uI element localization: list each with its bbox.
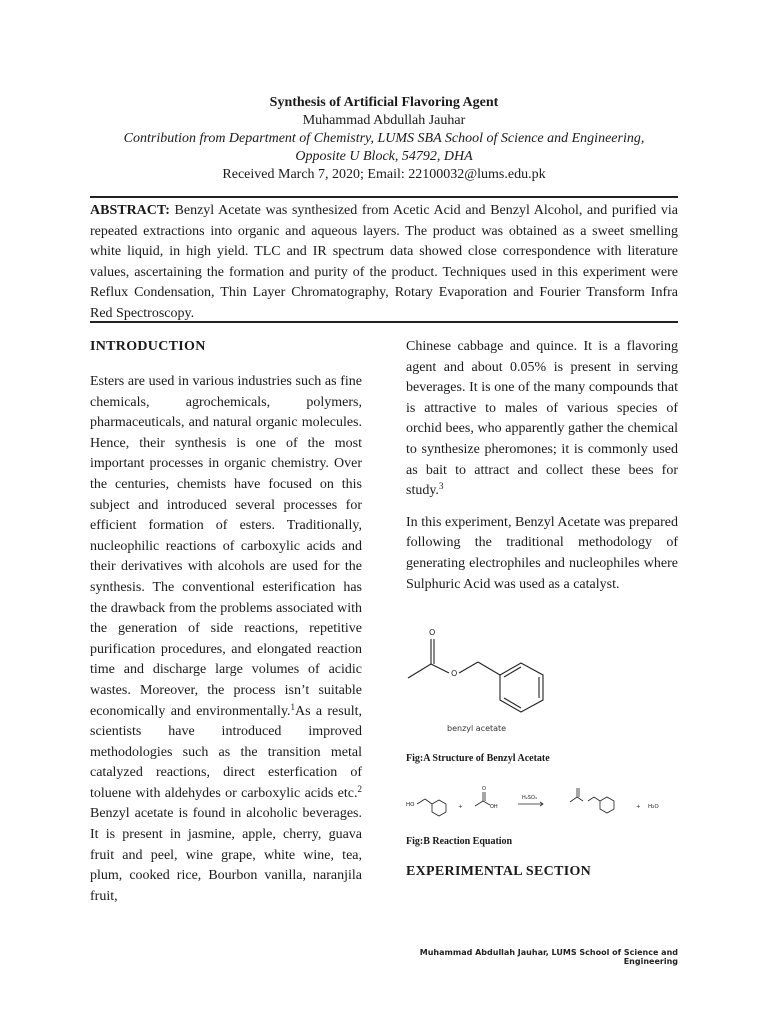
right-column xyxy=(406,337,678,595)
ester-oxygen-label: O xyxy=(451,669,458,678)
author-name: Muhammad Abdullah Jauhar xyxy=(302,113,466,128)
rxn-water-label: H₂O xyxy=(648,804,659,810)
intro-text-b: As a result, scientists have introduced improved methodologies such as the transition metal catalyzed reactions, direct esterfication of toluene with aldehydes or carboxylic acids etc. xyxy=(90,703,362,801)
rxn-reagent-label: H₂SO₄ xyxy=(522,795,537,801)
rxn-acid-oxygen-label: O xyxy=(482,786,486,792)
abstract-text: Benzyl Acetate was synthesized from Acetic Acid and Benzyl Alcohol, and purified via repeated extractions into organic and aqueous layers. The product was obtained as a sweet smelling white liquid, in high yield. TLC and IR spectrum data showed close correspondence with literature values, ascertaining the formation and purity of the product. Techniques used in this experiment were Reflux Condensation, Thin Layer Chromatography, Rotary Evaporation and Fourier Transform Infra Red Spectroscopy. xyxy=(90,203,678,321)
affiliation-line-1: Contribution from Department of Chemistry, LUMS SBA School of Science and Engineering, xyxy=(123,131,645,146)
rxn-plus-2: + xyxy=(636,804,641,810)
intro-text-d: Chinese cabbage and quince. It is a flavoring agent and about 0.05% is present in serving beverages. It is one of the many compounds that is attractive to males of various species of orchid bees, who apparently gather the chemical to synthesize pheromones; it is commonly used as bait to attract and collect these bees for study. xyxy=(406,339,678,499)
reference-2: 2 xyxy=(357,783,362,794)
reaction-equation xyxy=(400,782,680,822)
rxn-plus-1: + xyxy=(458,804,463,810)
page-footer: Muhammad Abdullah Jauhar, LUMS School of Science and Engineering xyxy=(419,948,678,966)
abstract xyxy=(90,201,678,324)
rxn-oh-label: OH xyxy=(490,804,498,810)
carbonyl-oxygen-label: O xyxy=(429,628,436,637)
abstract-label: ABSTRACT: xyxy=(90,203,170,218)
intro-text-a: Esters are used in various industries such as fine chemicals, agrochemicals, polymers, pharmaceuticals, and natural organic molecules. Hence, their synthesis is one of the most important processes in organic chemistry. Over the centuries, chemists have focused on this subject and introduced several processes for efficient formation of esters. Traditionally, nucleophilic reactions of carboxylic acids and their derivatives with alcohols are used for the synthesis. The conventional esterification has the drawback from the problems associated with the generation of side reactions, repetitive purification procedures, and elongated reaction time and discharge large volumes of acidic wastes. Moreover, the process isn’t suitable economically and environmentally. xyxy=(90,374,362,719)
paper-header xyxy=(90,94,678,184)
benzyl-acetate-label: benzyl acetate xyxy=(447,724,507,733)
received-email-line: Received March 7, 2020; Email: 22100032@lums.edu.pk xyxy=(222,167,546,182)
paper-title: Synthesis of Artificial Flavoring Agent xyxy=(269,95,499,110)
reference-3: 3 xyxy=(438,481,444,492)
rxn-ho-label: HO xyxy=(406,802,415,808)
abstract-top-rule xyxy=(90,196,678,198)
affiliation-line-2: Opposite U Block, 54792, DHA xyxy=(295,149,473,164)
intro-text-c: Benzyl acetate is found in alcoholic beverages. It is present in jasmine, apple, cherry, guava fruit and peel, wine grape, white wine, tea, plum, cooked rice, Bourbon vanilla, naranjila fruit, xyxy=(90,806,362,904)
benzyl-acetate-structure xyxy=(400,620,570,740)
introduction-paragraph-2: In this experiment, Benzyl Acetate was prepared following the traditional methodology of generating electrophiles and nucleophiles where Sulphuric Acid was used as a catalyst. xyxy=(406,514,678,592)
introduction-heading: INTRODUCTION xyxy=(90,339,206,354)
introduction-paragraph-1 xyxy=(90,372,362,907)
reference-1: 1 xyxy=(290,701,296,712)
introduction-paragraph-1-continued xyxy=(406,337,678,502)
abstract-bottom-rule xyxy=(90,321,678,323)
figure-a-caption: Fig:A Structure of Benzyl Acetate xyxy=(406,753,550,764)
experimental-section-heading: EXPERIMENTAL SECTION xyxy=(406,864,592,879)
figure-b-caption: Fig:B Reaction Equation xyxy=(406,836,513,847)
left-column xyxy=(90,337,362,907)
